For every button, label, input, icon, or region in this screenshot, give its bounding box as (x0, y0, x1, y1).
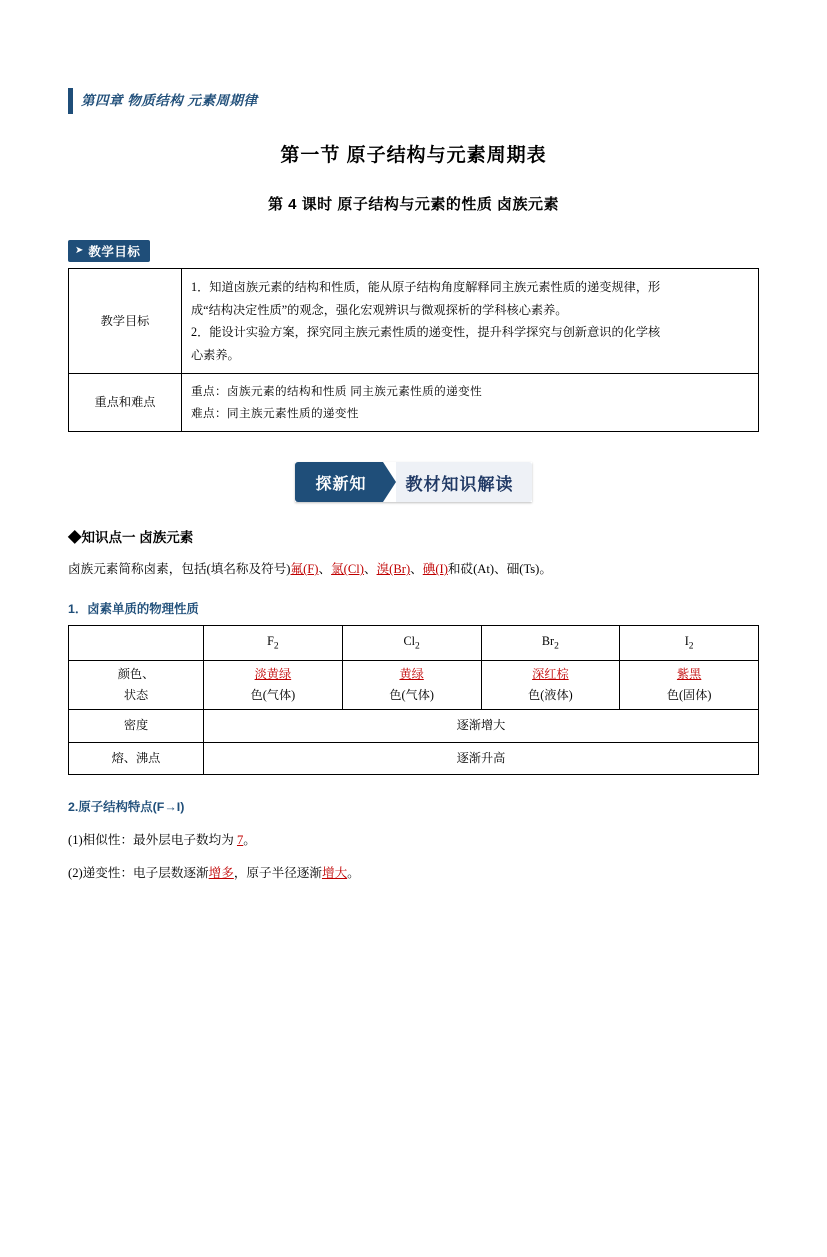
intro-fill-fluorine: 氟(F) (290, 562, 319, 577)
header-cell-cl2 (342, 625, 481, 660)
lesson-title: 第 4 课时 原子结构与元素的性质 卤族元素 (267, 196, 559, 213)
explore-badge-left: 探新知 (295, 462, 382, 502)
explore-badge (295, 462, 531, 502)
goals-row-body (182, 269, 759, 374)
goals-line: 成“结构决定性质”的观念，强化宏观辨识与微观探析的学科核心素养。 (191, 302, 568, 317)
table-row-color-state (69, 660, 759, 710)
table-row (69, 374, 759, 432)
chapter-banner (68, 88, 759, 114)
cell-i2-color-state (620, 660, 759, 710)
header-cell-br2 (481, 625, 620, 660)
intro-fill-chlorine: 氯(Cl) (331, 562, 364, 577)
cell-plain-text: 色(气体) (250, 687, 296, 702)
header-cell-i2 (620, 625, 759, 660)
header-cell-f2 (204, 625, 343, 660)
table-row-density (69, 710, 759, 742)
intro-sep: 、 (410, 562, 423, 577)
similarity-prefix: (1)相似性：最外层电子数均为 (68, 832, 237, 847)
teaching-goal-tag (68, 240, 150, 262)
cell-density-trend: 逐渐增大 (204, 710, 759, 742)
fill-answer: 紫黑 (676, 666, 702, 681)
fill-answer: 淡黄绿 (254, 666, 292, 681)
symbol-i: I (684, 633, 689, 648)
halogen-intro-line (68, 559, 759, 580)
keydiff-line: 难点：同主族元素性质的递变性 (191, 406, 359, 420)
fill-answer: 深红棕 (532, 666, 569, 681)
teaching-goals-table (68, 268, 759, 432)
cell-br2-color-state (481, 660, 620, 710)
subscript-2: 2 (688, 640, 694, 651)
keydiff-row-head: 重点和难点 (69, 374, 182, 432)
intro-sep: 、 (318, 562, 332, 577)
cell-melting-boiling-trend: 逐渐升高 (204, 742, 759, 774)
physical-properties-subheading: 1．卤素单质的物理性质 (68, 601, 199, 616)
trend-mid: ，原子半径逐渐 (233, 865, 322, 880)
fill-answer-radius: 增大 (321, 865, 348, 880)
cell-f2-color-state (204, 660, 343, 710)
header-blank-cell (69, 625, 204, 660)
goals-line: 心素养。 (191, 347, 240, 362)
teaching-goal-label: 教学目标 (88, 245, 141, 259)
table-row-melting-boiling (69, 742, 759, 774)
fill-answer-outer-electrons: 7 (236, 832, 244, 847)
row-head-line: 状态 (123, 687, 149, 702)
halogen-physical-table (68, 625, 759, 775)
intro-suffix: 和砹(At)、鿬(Ts)。 (447, 562, 552, 577)
fill-answer-shell-count: 增多 (208, 865, 234, 880)
document-page (0, 88, 827, 1257)
goals-line: 2．能设计实验方案，探究同主族元素性质的递变性，提升科学探究与创新意识的化学核 (191, 325, 661, 340)
table-row (69, 269, 759, 374)
row-head-density: 密度 (69, 710, 204, 742)
atomic-structure-title: 2.原子结构特点(F→I) (68, 799, 185, 814)
table-header-row (69, 625, 759, 660)
section-title: 第一节 原子结构与元素周期表 (280, 145, 547, 166)
trend-prefix: (2)递变性：电子层数逐渐 (68, 865, 209, 880)
row-head-color-state (69, 660, 204, 710)
subscript-2: 2 (415, 640, 420, 651)
subscript-2: 2 (554, 640, 559, 651)
trend-suffix: 。 (347, 865, 360, 880)
fill-answer: 黄绿 (399, 666, 424, 681)
keydiff-row-body (182, 374, 759, 432)
similarity-suffix: 。 (243, 832, 256, 847)
intro-fill-bromine: 溴(Br) (376, 562, 411, 577)
structure-trend-line (68, 862, 759, 881)
intro-sep: 、 (363, 562, 377, 577)
keydiff-line: 重点：卤族元素的结构和性质 同主族元素性质的递变性 (191, 385, 483, 399)
symbol-cl: Cl (403, 633, 415, 648)
row-head-line: 颜色、 (117, 666, 155, 681)
cell-cl2-color-state (342, 660, 481, 710)
explore-badge-wrap (68, 462, 759, 502)
cell-plain-text: 色(液体) (528, 687, 573, 702)
goals-row-head: 教学目标 (69, 269, 182, 374)
subscript-2: 2 (273, 640, 279, 651)
structure-similarity-line (68, 829, 759, 848)
knowledge-point-heading: ◆知识点一 卤族元素 (68, 530, 194, 546)
explore-badge-notch (383, 462, 396, 502)
explore-badge-right: 教材知识解读 (396, 462, 532, 502)
intro-fill-iodine: 碘(I) (422, 562, 448, 577)
symbol-f: F (267, 633, 274, 648)
intro-prefix: 卤族元素简称卤素，包括(填名称及符号) (68, 562, 291, 577)
triangle-right-icon: ➤ (75, 245, 84, 256)
chapter-title: 第四章 物质结构 元素周期律 (81, 93, 258, 108)
row-head-melting-boiling: 熔、沸点 (69, 742, 204, 774)
cell-plain-text: 色(固体) (666, 687, 712, 702)
cell-plain-text: 色(气体) (389, 687, 434, 702)
goals-line: 1．知道卤族元素的结构和性质，能从原子结构角度解释同主族元素性质的递变规律，形 (191, 280, 661, 294)
symbol-br: Br (541, 633, 555, 648)
